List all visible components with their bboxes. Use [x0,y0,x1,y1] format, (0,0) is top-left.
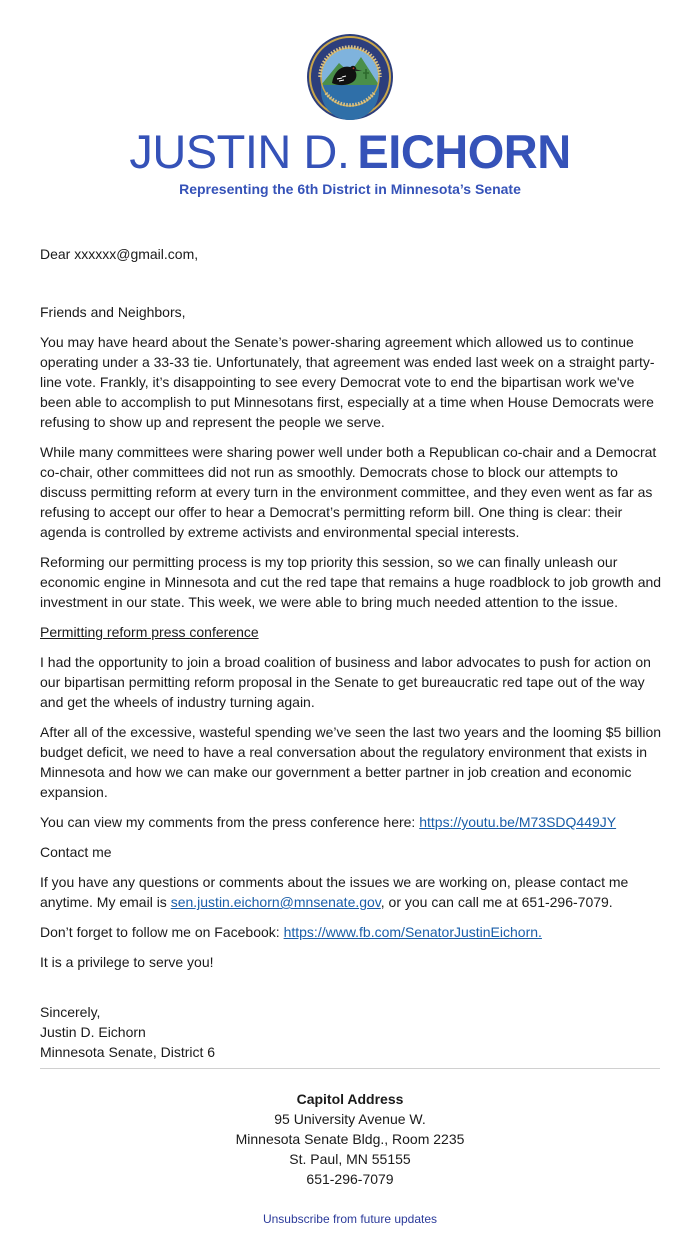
address-title: Capitol Address [296,1091,404,1107]
address-line-building: Minnesota Senate Bldg., Room 2235 [235,1131,465,1147]
senator-name-first: JUSTIN D. [129,125,350,178]
contact-paragraph [40,872,662,912]
paragraph-permitting-priority: Reforming our permitting process is my top priority this session, so we can finally unleash our economic engine in Minnesota and cut the red tape that remains a huge roadblock to job growth and investment in our state. This week, we were able to bring much needed attention to the issue. [40,554,662,610]
video-line-text: You can view my comments from the press conference here: [40,814,420,830]
contact-phone-text: , or you can call me at 651-296-7079. [380,894,613,910]
section-heading-press-conference: Permitting reform press conference [40,624,259,640]
paragraph-power-sharing: You may have heard about the Senate’s power-sharing agreement which allowed us to continue operating under a 33-33 tie. Unfortunately, that agreement was ended last week on a straight party-line vote. Frankly, it’s disappointing to see every Democrat vote to end the bipartisan work we've been able to accomplish to put Minnesotans first, especially at a time when House Democrats were refusing to show up and represent the people we serve. [40,334,655,430]
section-heading-contact: Contact me [40,844,112,860]
facebook-line [40,922,662,942]
facebook-line-text: Don’t forget to follow me on Facebook: [40,924,284,940]
contact-text: If you have any questions or comments about the issues we are working on, please contact me anytime. My email is [40,874,629,910]
senator-name-last: EICHORN [357,125,571,178]
senator-name [0,126,700,178]
signature-title: Minnesota Senate, District 6 [40,1044,216,1060]
video-line [40,812,662,832]
address-line-street: 95 University Avenue W. [274,1111,426,1127]
closing-line: Sincerely, [40,1004,101,1020]
salutation: Dear xxxxxx@gmail.com, [40,246,199,262]
address-phone: 651-296-7079 [306,1171,394,1187]
footer [0,1089,700,1229]
youtube-link[interactable]: https://youtu.be/M73SDQ449JY [419,814,617,830]
letter-body [40,244,662,1062]
privilege-line: It is a privilege to serve you! [40,954,214,970]
paragraph-coalition: I had the opportunity to join a broad coalition of business and labor advocates to push for action on our bipartisan permitting reform proposal in the Senate to get bureaucratic red tape out of the way and get the wheels of industry turning again. [40,654,651,710]
signature-block [40,1002,662,1062]
state-seal-logo [306,33,394,121]
signature-name: Justin D. Eichorn [40,1024,146,1040]
unsubscribe-link[interactable]: Unsubscribe from future updates [262,1212,438,1226]
paragraph-committees: While many committees were sharing power well under both a Republican co-chair and a Democrat co-chair, other committees did not run as smoothly. Democrats chose to block our attempts to discuss permitting reform at every turn in the environment committee, and they even went as far as refusing to accept our offer to hear a Democrat’s permitting reform bill. One thing is clear: their agenda is controlled by extreme activists and environmental special interests. [40,444,657,540]
facebook-link[interactable]: https://www.fb.com/SenatorJustinEichorn. [283,924,542,940]
paragraph-spending: After all of the excessive, wasteful spending we’ve seen the last two years and the looming $5 billion budget deficit, we need to have a real conversation about the regulatory environment that exists in Minnesota and how we can make our government a better partner in job creation and economic expansion. [40,724,662,800]
opening-line: Friends and Neighbors, [40,304,186,320]
email-link[interactable]: sen.justin.eichorn@mnsenate.gov [170,894,381,910]
letter-header [0,33,700,197]
district-subtitle: Representing the 6th District in Minnesota’s Senate [179,181,521,197]
address-line-city: St. Paul, MN 55155 [289,1151,411,1167]
footer-divider [40,1068,660,1069]
